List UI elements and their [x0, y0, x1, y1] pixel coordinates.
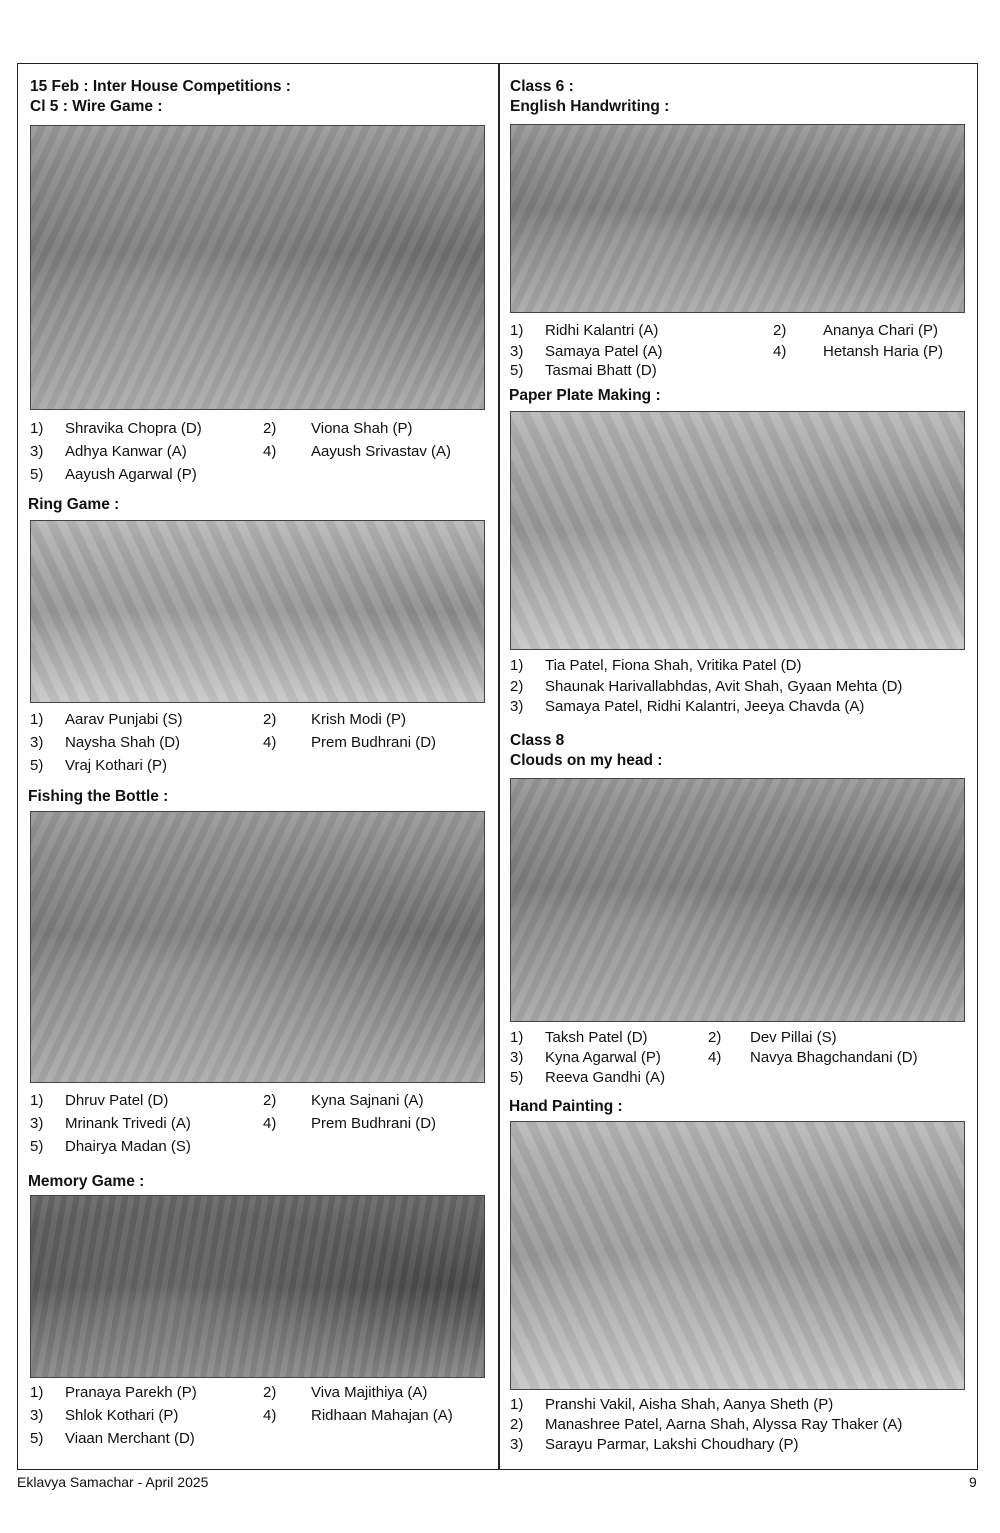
ring-game-photo — [30, 520, 485, 703]
paper-plate-photo — [510, 411, 965, 650]
hand-painting-photo — [510, 1121, 965, 1390]
wire-game-photo — [30, 125, 485, 410]
fishing-photo — [30, 811, 485, 1083]
page-number: 9 — [969, 1474, 977, 1490]
section-title: 15 Feb : Inter House Competitions : — [30, 78, 291, 95]
hand-painting-heading: Hand Painting : — [509, 1098, 623, 1115]
ring-game-heading: Ring Game : — [28, 496, 120, 513]
class8-heading: Class 8 — [510, 732, 565, 749]
publication-footer: Eklavya Samachar - April 2025 — [17, 1474, 209, 1490]
fishing-heading: Fishing the Bottle : — [28, 788, 169, 805]
column-divider — [498, 63, 500, 1470]
handwriting-heading: English Handwriting : — [510, 98, 670, 115]
memory-heading: Memory Game : — [28, 1173, 145, 1190]
clouds-photo — [510, 778, 965, 1022]
clouds-heading: Clouds on my head : — [510, 752, 663, 769]
memory-photo — [30, 1195, 485, 1378]
wire-game-heading: Cl 5 : Wire Game : — [30, 98, 163, 115]
handwriting-photo — [510, 124, 965, 313]
class6-heading: Class 6 : — [510, 78, 574, 95]
paper-plate-heading: Paper Plate Making : — [509, 387, 661, 404]
